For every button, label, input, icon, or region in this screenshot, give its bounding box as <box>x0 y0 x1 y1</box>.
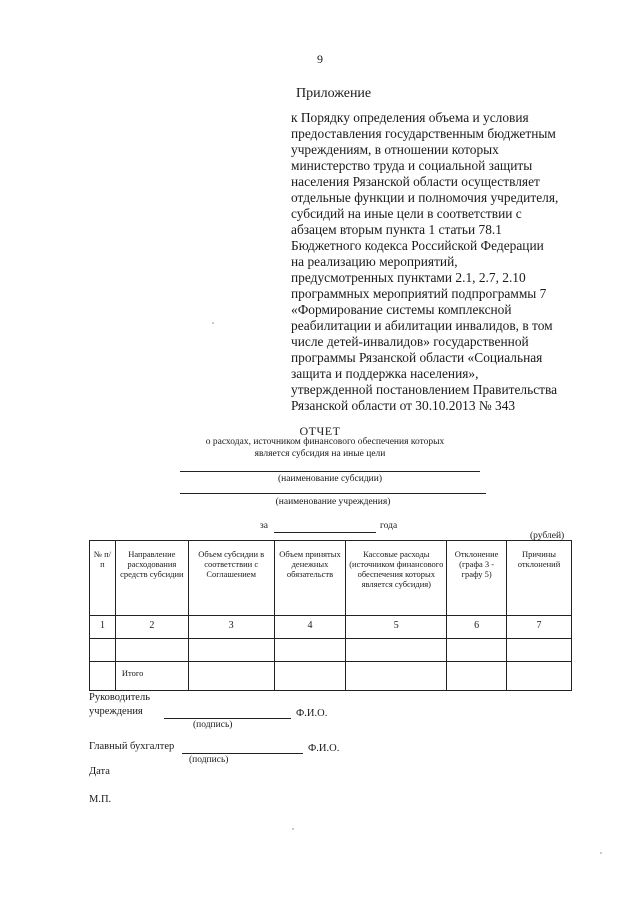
report-table <box>89 540 572 691</box>
appendix-line: к Порядку определения объема и условия <box>291 110 529 125</box>
head-signature-line <box>164 718 291 719</box>
appendix-line: отдельные функции и полномочия учредителя, <box>291 190 559 205</box>
period-prefix: за <box>260 521 268 531</box>
report-subtitle: о расходах, источником финансового обеспечения которых <box>205 437 445 447</box>
stamp-label: М.П. <box>89 794 112 805</box>
appendix-line: Бюджетного кодекса Российской Федерации <box>291 238 544 253</box>
date-label: Дата <box>89 766 110 777</box>
table-cell <box>115 639 188 662</box>
appendix-line: министерство труда и социальной защиты <box>291 158 533 173</box>
header-cell: Кассовые расходы (источником финансового обеспечения которых является субсидия) <box>346 541 447 616</box>
column-number: 2 <box>115 616 188 639</box>
accountant-signature-caption: (подпись) <box>189 755 229 765</box>
head-fio: Ф.И.О. <box>296 708 328 719</box>
header-cell: Объем принятых денежных обязательств <box>274 541 346 616</box>
header-cell: Причины отклонений <box>507 541 572 616</box>
appendix-line: реабилитации и абилитации инвалидов, в том <box>291 318 553 333</box>
appendix-line: программы Рязанской области «Социальная <box>291 350 543 365</box>
column-number: 4 <box>274 616 346 639</box>
head-signature-caption: (подпись) <box>193 720 233 730</box>
appendix-line: защита и поддержка населения», <box>291 366 479 381</box>
institution-name-line <box>180 493 486 494</box>
table-cell <box>188 639 274 662</box>
appendix-line: предоставления государственным бюджетным <box>291 126 556 141</box>
period-suffix: года <box>380 521 398 531</box>
header-cell: Объем субсидии в соответствии с Соглашением <box>188 541 274 616</box>
table-cell <box>346 639 447 662</box>
appendix-title: Приложение <box>296 86 372 101</box>
appendix-line: субсидий на иные цели в соответствии с <box>291 206 522 221</box>
appendix-line: абзацем вторым пункта 1 статьи 78.1 <box>291 222 502 237</box>
head-label: Руководитель <box>89 692 150 703</box>
header-cell: Отклонение (графа 3 - графу 5) <box>447 541 507 616</box>
column-number: 7 <box>507 616 572 639</box>
column-number: 6 <box>447 616 507 639</box>
header-cell: Направление расходования средств субсидии <box>115 541 188 616</box>
total-row <box>90 662 572 691</box>
accountant-signature-line <box>182 753 303 754</box>
table-cell <box>447 639 507 662</box>
appendix-line: Рязанской области от 30.10.2013 № 343 <box>291 398 516 413</box>
column-number-row <box>90 616 572 639</box>
column-number: 5 <box>346 616 447 639</box>
table-cell <box>346 662 447 691</box>
total-label: Итого <box>115 662 188 691</box>
appendix-line: числе детей-инвалидов» государственной <box>291 334 529 349</box>
subsidy-name-line <box>180 471 480 472</box>
table-cell <box>188 662 274 691</box>
table-cell <box>507 662 572 691</box>
appendix-line: программных мероприятий подпрограммы 7 <box>291 286 547 301</box>
table-cell <box>90 639 116 662</box>
appendix-line: утвержденной постановлением Правительства <box>291 382 558 397</box>
currency-note: (рублей) <box>530 531 565 541</box>
appendix-line: «Формирование системы комплексной <box>291 302 512 317</box>
institution-caption: (наименование учреждения) <box>275 497 391 507</box>
table-cell <box>447 662 507 691</box>
report-subtitle: является субсидия на иные цели <box>254 449 386 459</box>
appendix-line: на реализацию мероприятий, <box>291 254 458 269</box>
table-header-row <box>90 541 572 616</box>
period-line <box>274 532 376 533</box>
scan-speck <box>212 322 214 324</box>
subsidy-caption: (наименование субсидии) <box>278 474 382 484</box>
table-row <box>90 639 572 662</box>
head-label: учреждения <box>89 706 143 717</box>
appendix-line: предусмотренных пунктами 2.1, 2.7, 2.10 <box>291 270 526 285</box>
appendix-line: учреждениям, в отношении которых <box>291 142 499 157</box>
table-cell <box>507 639 572 662</box>
page-number: 9 <box>317 52 323 66</box>
report-title: ОТЧЕТ <box>299 424 341 438</box>
accountant-fio: Ф.И.О. <box>308 743 340 754</box>
appendix-line: населения Рязанской области осуществляет <box>291 174 540 189</box>
scan-speck <box>600 852 602 854</box>
scan-speck <box>292 828 294 830</box>
column-number: 3 <box>188 616 274 639</box>
column-number: 1 <box>90 616 116 639</box>
header-cell: № п/п <box>90 541 116 616</box>
table-cell <box>274 639 346 662</box>
table-cell <box>90 662 116 691</box>
table-cell <box>274 662 346 691</box>
accountant-label: Главный бухгалтер <box>89 741 175 752</box>
